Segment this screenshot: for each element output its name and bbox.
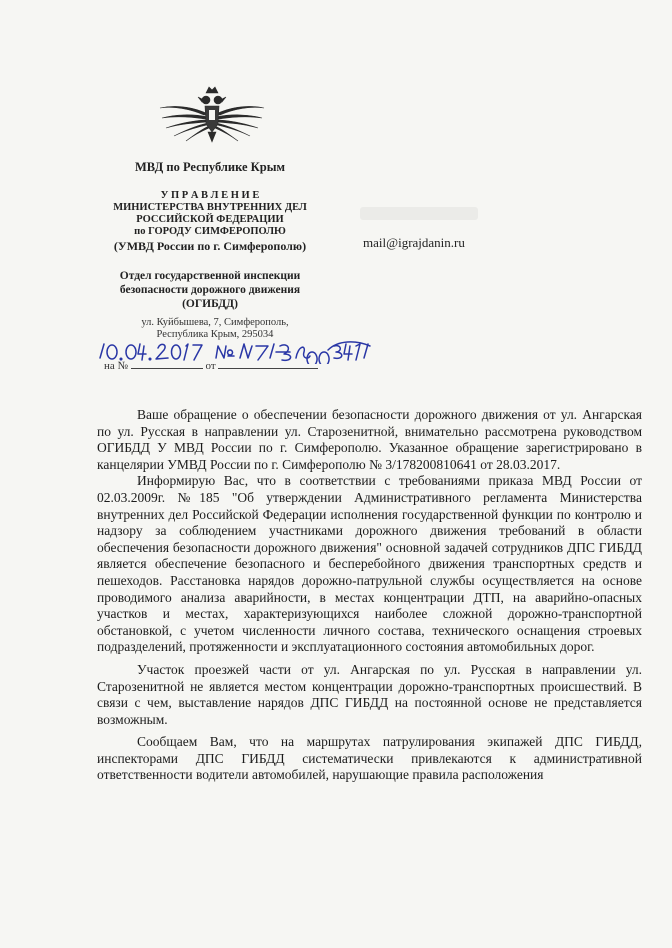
section-line: безопасности дорожного движения	[119, 284, 301, 296]
redacted-recipient-name	[360, 207, 478, 220]
reference-date-blank	[218, 360, 318, 369]
region-title: МВД по Республике Крым	[135, 160, 285, 174]
department-line: по ГОРОДУ СИМФЕРОПОЛЮ	[134, 226, 286, 237]
address-line: Республика Крым, 295034	[156, 329, 274, 340]
body-paragraph: Ваше обращение о обеспечении безопасности дорожного движения от ул. Ангарская по ул. Русская в направлении ул. Старозенитной, внимательно рассмотрена руководством ОГИБДД У МВД России по г. Симферополю. Указанное обращение зарегистрировано в канцелярии УМВД России по г. Симферополю № 3/178200810641 от 28.03.2017.	[97, 407, 642, 472]
reference-number-blank	[131, 360, 203, 369]
body-paragraph: Участок проезжей части от ул. Ангарская по ул. Русская в направлении ул. Старозенитной не является местом концентрации дорожно-транспортных происшествий. В связи с чем, выставление нарядов ДПС ГИБДД на постоянной основе не представляется возможным.	[97, 661, 642, 727]
letter-body	[97, 407, 642, 784]
department-line: РОССИЙСКОЙ ФЕДЕРАЦИИ	[136, 214, 284, 225]
reference-from-label: от	[205, 360, 216, 372]
department-abbreviation: (УМВД России по г. Симферополю)	[113, 239, 307, 253]
section-line: Отдел государственной инспекции	[119, 270, 301, 282]
reference-line	[104, 360, 318, 372]
eagle-emblem-icon	[156, 84, 268, 146]
address-line: ул. Куйбышева, 7, Симферополь,	[141, 317, 289, 328]
section-line: (ОГИБДД)	[182, 298, 238, 310]
department-block	[60, 190, 360, 252]
body-paragraph: Информирую Вас, что в соответствии с требованиями приказа МВД России от 02.03.2009г. №185 "Об утверждении Административного регламента Министерства внутренних дел Российской Федерации исполнения государственной функции по контролю и надзору за соблюдением участниками дорожного движения требований в области обеспечения безопасности дорожного движения" основной задачей сотрудников ДПС ГИБДД является обеспечение безопасного и бесперебойного движения транспортных средств и пешеходов. Расстановка нарядов дорожно-патрульной службы осуществляется на основе проводимого анализа аварийности, в местах концентрации ДТП, на аварийно-опасных участков и местах, характеризующихся наиболее сложной дорожно-транспортной обстановкой, с учетом численности личного состава, технического оснащения строевых подразделений, протяженности и эксплуатационного состояния автомобильных дорог.	[97, 473, 642, 655]
reference-prefix: на №	[104, 360, 129, 372]
department-line: У П Р А В Л Е Н И Е	[160, 190, 260, 201]
department-line: МИНИСТЕРСТВА ВНУТРЕННИХ ДЕЛ	[113, 202, 307, 213]
recipient-email: mail@igrajdanin.ru	[363, 235, 465, 250]
section-block	[60, 269, 360, 311]
body-paragraph: Сообщаем Вам, что на маршрутах патрулирования экипажей ДПС ГИБДД, инспекторами ДПС ГИБДД систематически привлекаются к административной ответственности водители автомобилей, нарушающие правила расположения	[97, 734, 642, 783]
